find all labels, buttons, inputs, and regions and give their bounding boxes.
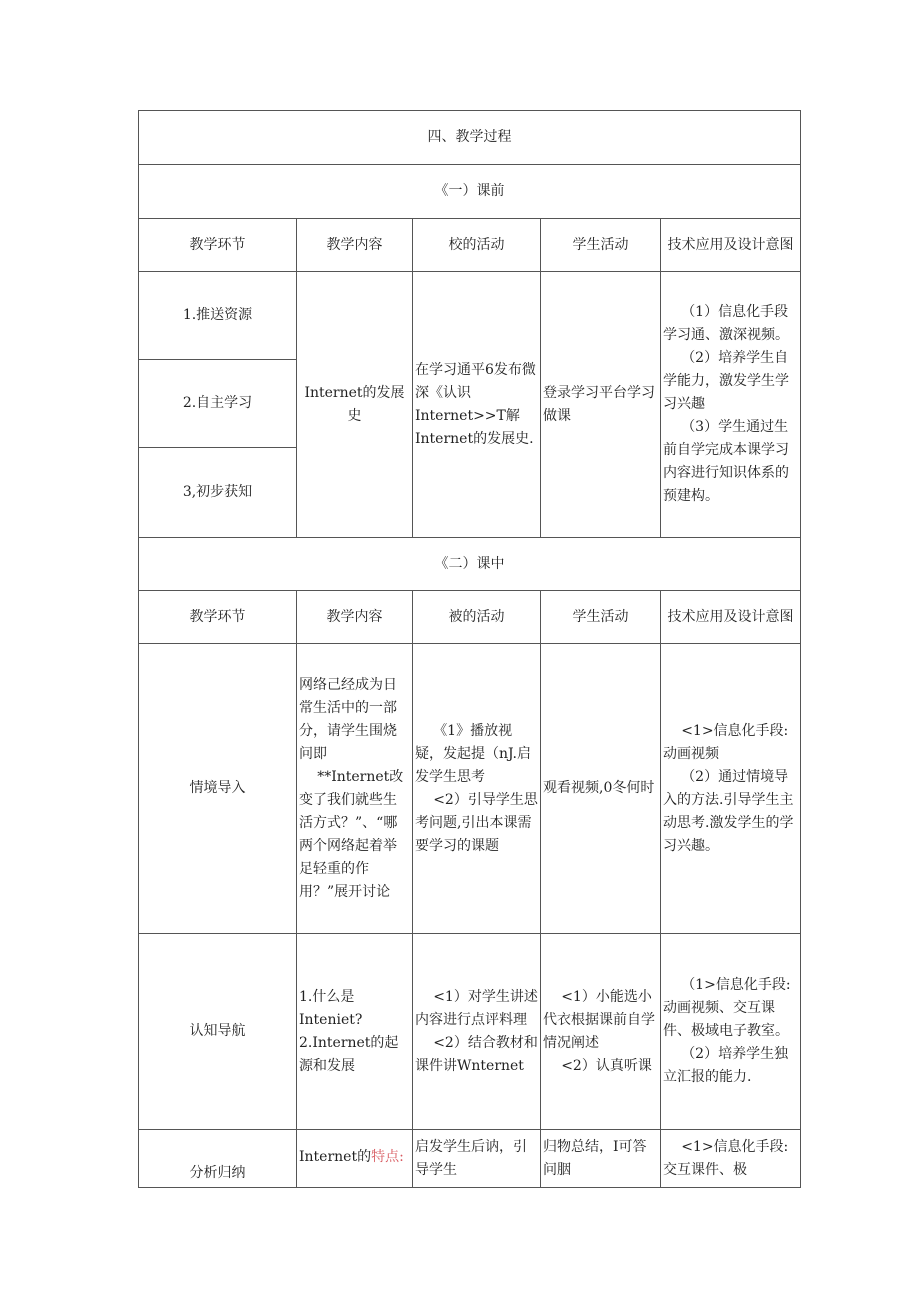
tech-line: （1）信息化手段学习通、激深视频。 [663, 304, 789, 343]
content-highlight: 特点: [371, 1149, 404, 1165]
teacher-activity-cell: 在学习通平6发布微深《认识Internet>>T解Internet的发展史. [413, 272, 541, 538]
teacher-activity-cell [413, 934, 541, 1130]
tech-cell [661, 272, 801, 538]
header-cell: 校的活动 [413, 219, 541, 272]
step-cell: 情境导入 [139, 644, 297, 934]
tech-cell [661, 644, 801, 934]
header-cell: 教学内容 [297, 219, 413, 272]
header-cell: 学生活动 [541, 219, 661, 272]
pre-class-header-row [139, 219, 801, 272]
header-cell: 教学环节 [139, 219, 297, 272]
content-cell [297, 1130, 413, 1188]
student-activity-cell [541, 934, 661, 1130]
tech-line: <1>信息化手段:动画视频 [663, 722, 789, 762]
step-cell: 2.自主学习 [139, 360, 297, 448]
student-activity-cell [541, 1130, 661, 1188]
section-title: 四、教学过程 [139, 111, 801, 165]
student-line: <2）认真听课 [561, 1057, 652, 1074]
tech-line: （3）学生通过生前自学完成本课学习内容进行知识体系的预建构。 [663, 419, 789, 504]
content-line: 网络己经成为日常生活中的一部分，请学生围烧问即 [299, 676, 397, 762]
tech-line: （1>信息化手段:动画视频、交互课件、极域电子教室。 [663, 977, 791, 1039]
step-cell: 分析归纳 [139, 1130, 297, 1188]
teacher-activity-cell [413, 1130, 541, 1188]
tech-cell [661, 1130, 801, 1188]
table-row [139, 644, 801, 934]
step-cell: 1.推送资源 [139, 272, 297, 360]
student-line: 观看视频,0冬何时 [543, 780, 655, 796]
teacher-activity-cell [413, 644, 541, 934]
tech-line: （2）通过情境导入的方法.引导学生主动思考.激发学生的学习兴趣。 [663, 768, 794, 854]
tech-cell [661, 934, 801, 1130]
teacher-line: 启发学生后讷，引导学生 [415, 1139, 527, 1178]
tech-line: <1>信息化手段:交互课件、极 [663, 1139, 789, 1178]
header-cell: 教学内容 [297, 591, 413, 644]
teacher-line: 《1》播放视疑，发起提（nJ.启发学生思考 [415, 722, 531, 785]
content-cell [297, 934, 413, 1130]
table-row [139, 934, 801, 1130]
header-cell: 教学环节 [139, 591, 297, 644]
student-activity-cell [541, 644, 661, 934]
teacher-line: <2）引导学生思考问题,引出本课需要学习的课题 [415, 791, 538, 854]
header-cell: 被的活动 [413, 591, 541, 644]
content-text: Internet的 [299, 1149, 372, 1165]
step-cell: 认知导航 [139, 934, 297, 1130]
header-cell: 技术应用及设计意图 [661, 591, 801, 644]
header-cell: 技术应用及设计意图 [661, 219, 801, 272]
teaching-process-table [138, 110, 801, 1188]
step-cell: 3,初步获知 [139, 448, 297, 538]
table-row [139, 1130, 801, 1188]
student-line: <1）小能选小代衣根据课前自学情况阐述 [543, 988, 655, 1051]
pre-class-title: 《一）课前 [139, 165, 801, 219]
content-line: **Internet改变了我们就些生活方式？”、“哪两个网络起着举足轻重的作用？”展开讨论 [299, 768, 404, 900]
content-cell [297, 644, 413, 934]
in-class-title: 《二）课中 [139, 538, 801, 591]
teacher-line: <2）结合教材和课件讲Wnternet [415, 1034, 538, 1074]
student-activity-cell: 登录学习平台学习做课 [541, 272, 661, 538]
in-class-header-row [139, 591, 801, 644]
tech-line: （2）培养学生独立汇报的能力. [663, 1046, 789, 1085]
tech-line: （2）培养学生自学能力，激发学生学习兴趣 [663, 350, 789, 412]
student-line: 归物总结，I可答问胭 [543, 1139, 647, 1178]
teacher-line: <1）对学生讲述内容进行点评料理 [415, 988, 538, 1028]
content-line: 2.Internet的起源和发展 [299, 1034, 399, 1074]
content-line: 1.什么是Inteniet? [299, 988, 363, 1028]
content-cell: Internet的发展史 [297, 272, 413, 538]
header-cell: 学生活动 [541, 591, 661, 644]
